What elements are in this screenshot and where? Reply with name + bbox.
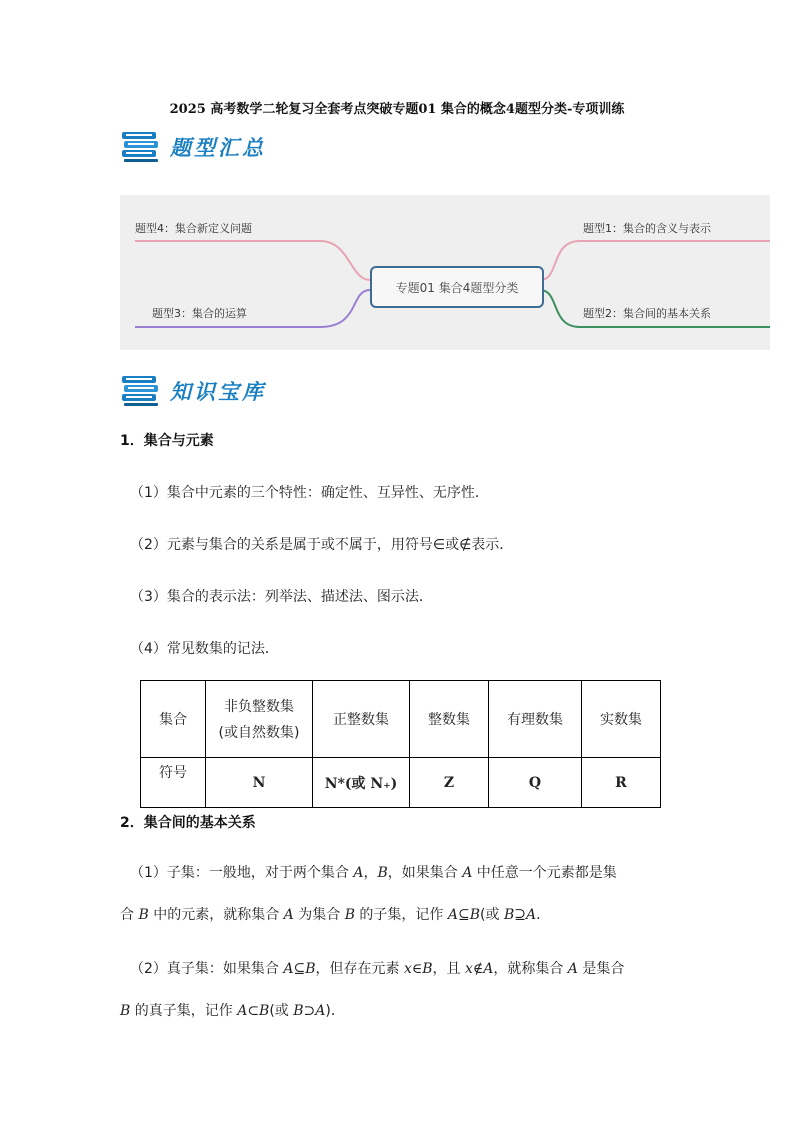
section-header-summary	[120, 128, 266, 166]
section-title-knowledge: 知识宝库	[170, 379, 266, 404]
math-symbol: B	[120, 1003, 131, 1019]
math-symbol: B	[344, 907, 355, 923]
paragraph-subset-line2	[120, 904, 550, 924]
topic-1-label: 题型1：集合的含义与表示	[583, 222, 711, 235]
header-nonneg-int: 非负整数集	[224, 699, 294, 715]
math-symbol: A	[283, 907, 294, 923]
table-cell: 符号	[141, 758, 206, 808]
math-symbol: A⊆B	[447, 907, 481, 923]
paragraph-number-sets: （4）常见数集的记法．	[130, 641, 279, 657]
text-span: ．	[536, 907, 551, 923]
paragraph-proper-subset-line1	[130, 958, 624, 978]
table-cell: 整数集	[410, 681, 489, 758]
table-cell: Q	[489, 758, 582, 808]
table-row	[141, 758, 661, 808]
topic-2-label: 题型2：集合间的基本关系	[583, 307, 711, 320]
heading-sets-and-elements: 1．集合与元素	[120, 433, 214, 449]
table-cell: 实数集	[582, 681, 661, 758]
text-span: )．	[325, 1003, 345, 1019]
paragraph-element-properties: （1）集合中元素的三个特性：确定性、互异性、无序性．	[130, 485, 489, 501]
paragraph-membership: （2）元素与集合的关系是属于或不属于，用符号∈或∉表示．	[130, 537, 514, 553]
topic-4-label: 题型4：集合新定义问题	[135, 222, 252, 235]
table-header-row	[141, 681, 661, 758]
document-title: 2025 高考数学二轮复习全套考点突破专题01 集合的概念4题型分类-专项训练	[169, 102, 625, 117]
math-symbol: A	[353, 865, 364, 881]
math-symbol: A⊂B	[237, 1003, 270, 1019]
text-span: （1）子集：一般地，对于两个集合	[130, 865, 354, 881]
text-span: ，如果集合	[387, 865, 463, 881]
text-span: ，就称集合	[493, 961, 568, 977]
number-sets-table	[140, 680, 661, 808]
text-span: (或	[480, 907, 504, 923]
stacked-books-icon	[120, 130, 160, 164]
text-span: ，且	[432, 961, 465, 977]
text-span: 的真子集，记作	[130, 1003, 238, 1019]
text-span: 为集合	[293, 907, 345, 923]
mind-map-center-node: 专题01 集合4题型分类	[370, 266, 544, 308]
topic-3-label: 题型3：集合的运算	[152, 307, 247, 320]
text-span: 合	[120, 907, 139, 923]
section-header-knowledge	[120, 372, 266, 410]
stacked-books-icon	[120, 374, 160, 408]
table-cell: 有理数集	[489, 681, 582, 758]
math-symbol: A⊆B	[283, 961, 316, 977]
math-symbol: B	[138, 907, 149, 923]
paragraph-representation: （3）集合的表示法：列举法、描述法、图示法．	[130, 589, 433, 605]
text-span: 中的元素，就称集合	[148, 907, 284, 923]
text-span: 的子集，记作	[354, 907, 448, 923]
table-cell: N	[206, 758, 313, 808]
section-title-summary: 题型汇总	[170, 135, 266, 160]
math-symbol: B⊃A	[293, 1003, 326, 1019]
text-span: ，但存在元素	[315, 961, 404, 977]
table-cell: 集合	[141, 681, 206, 758]
math-symbol: B	[377, 865, 388, 881]
heading-basic-relations: 2．集合间的基本关系	[120, 815, 256, 831]
math-symbol: A	[462, 865, 473, 881]
table-cell: N*(或 N₊)	[313, 758, 410, 808]
math-symbol: B⊇A	[503, 907, 537, 923]
paragraph-subset-line1	[130, 862, 617, 882]
text-span: (或	[269, 1003, 294, 1019]
table-cell: 正整数集	[313, 681, 410, 758]
text-span: 是集合	[577, 961, 625, 977]
math-symbol: x∈B	[403, 961, 433, 977]
text-span: ，	[363, 865, 378, 881]
mind-map	[120, 195, 770, 350]
table-cell: R	[582, 758, 661, 808]
table-cell: Z	[410, 758, 489, 808]
math-symbol: A	[567, 961, 578, 977]
table-cell	[206, 681, 313, 758]
text-span: （2）真子集：如果集合	[130, 961, 284, 977]
header-natural: (或自然数集)	[218, 725, 300, 741]
paragraph-proper-subset-line2	[120, 1000, 345, 1020]
text-span: 中任意一个元素都是集	[472, 865, 617, 881]
math-symbol: x∉A	[464, 961, 494, 977]
